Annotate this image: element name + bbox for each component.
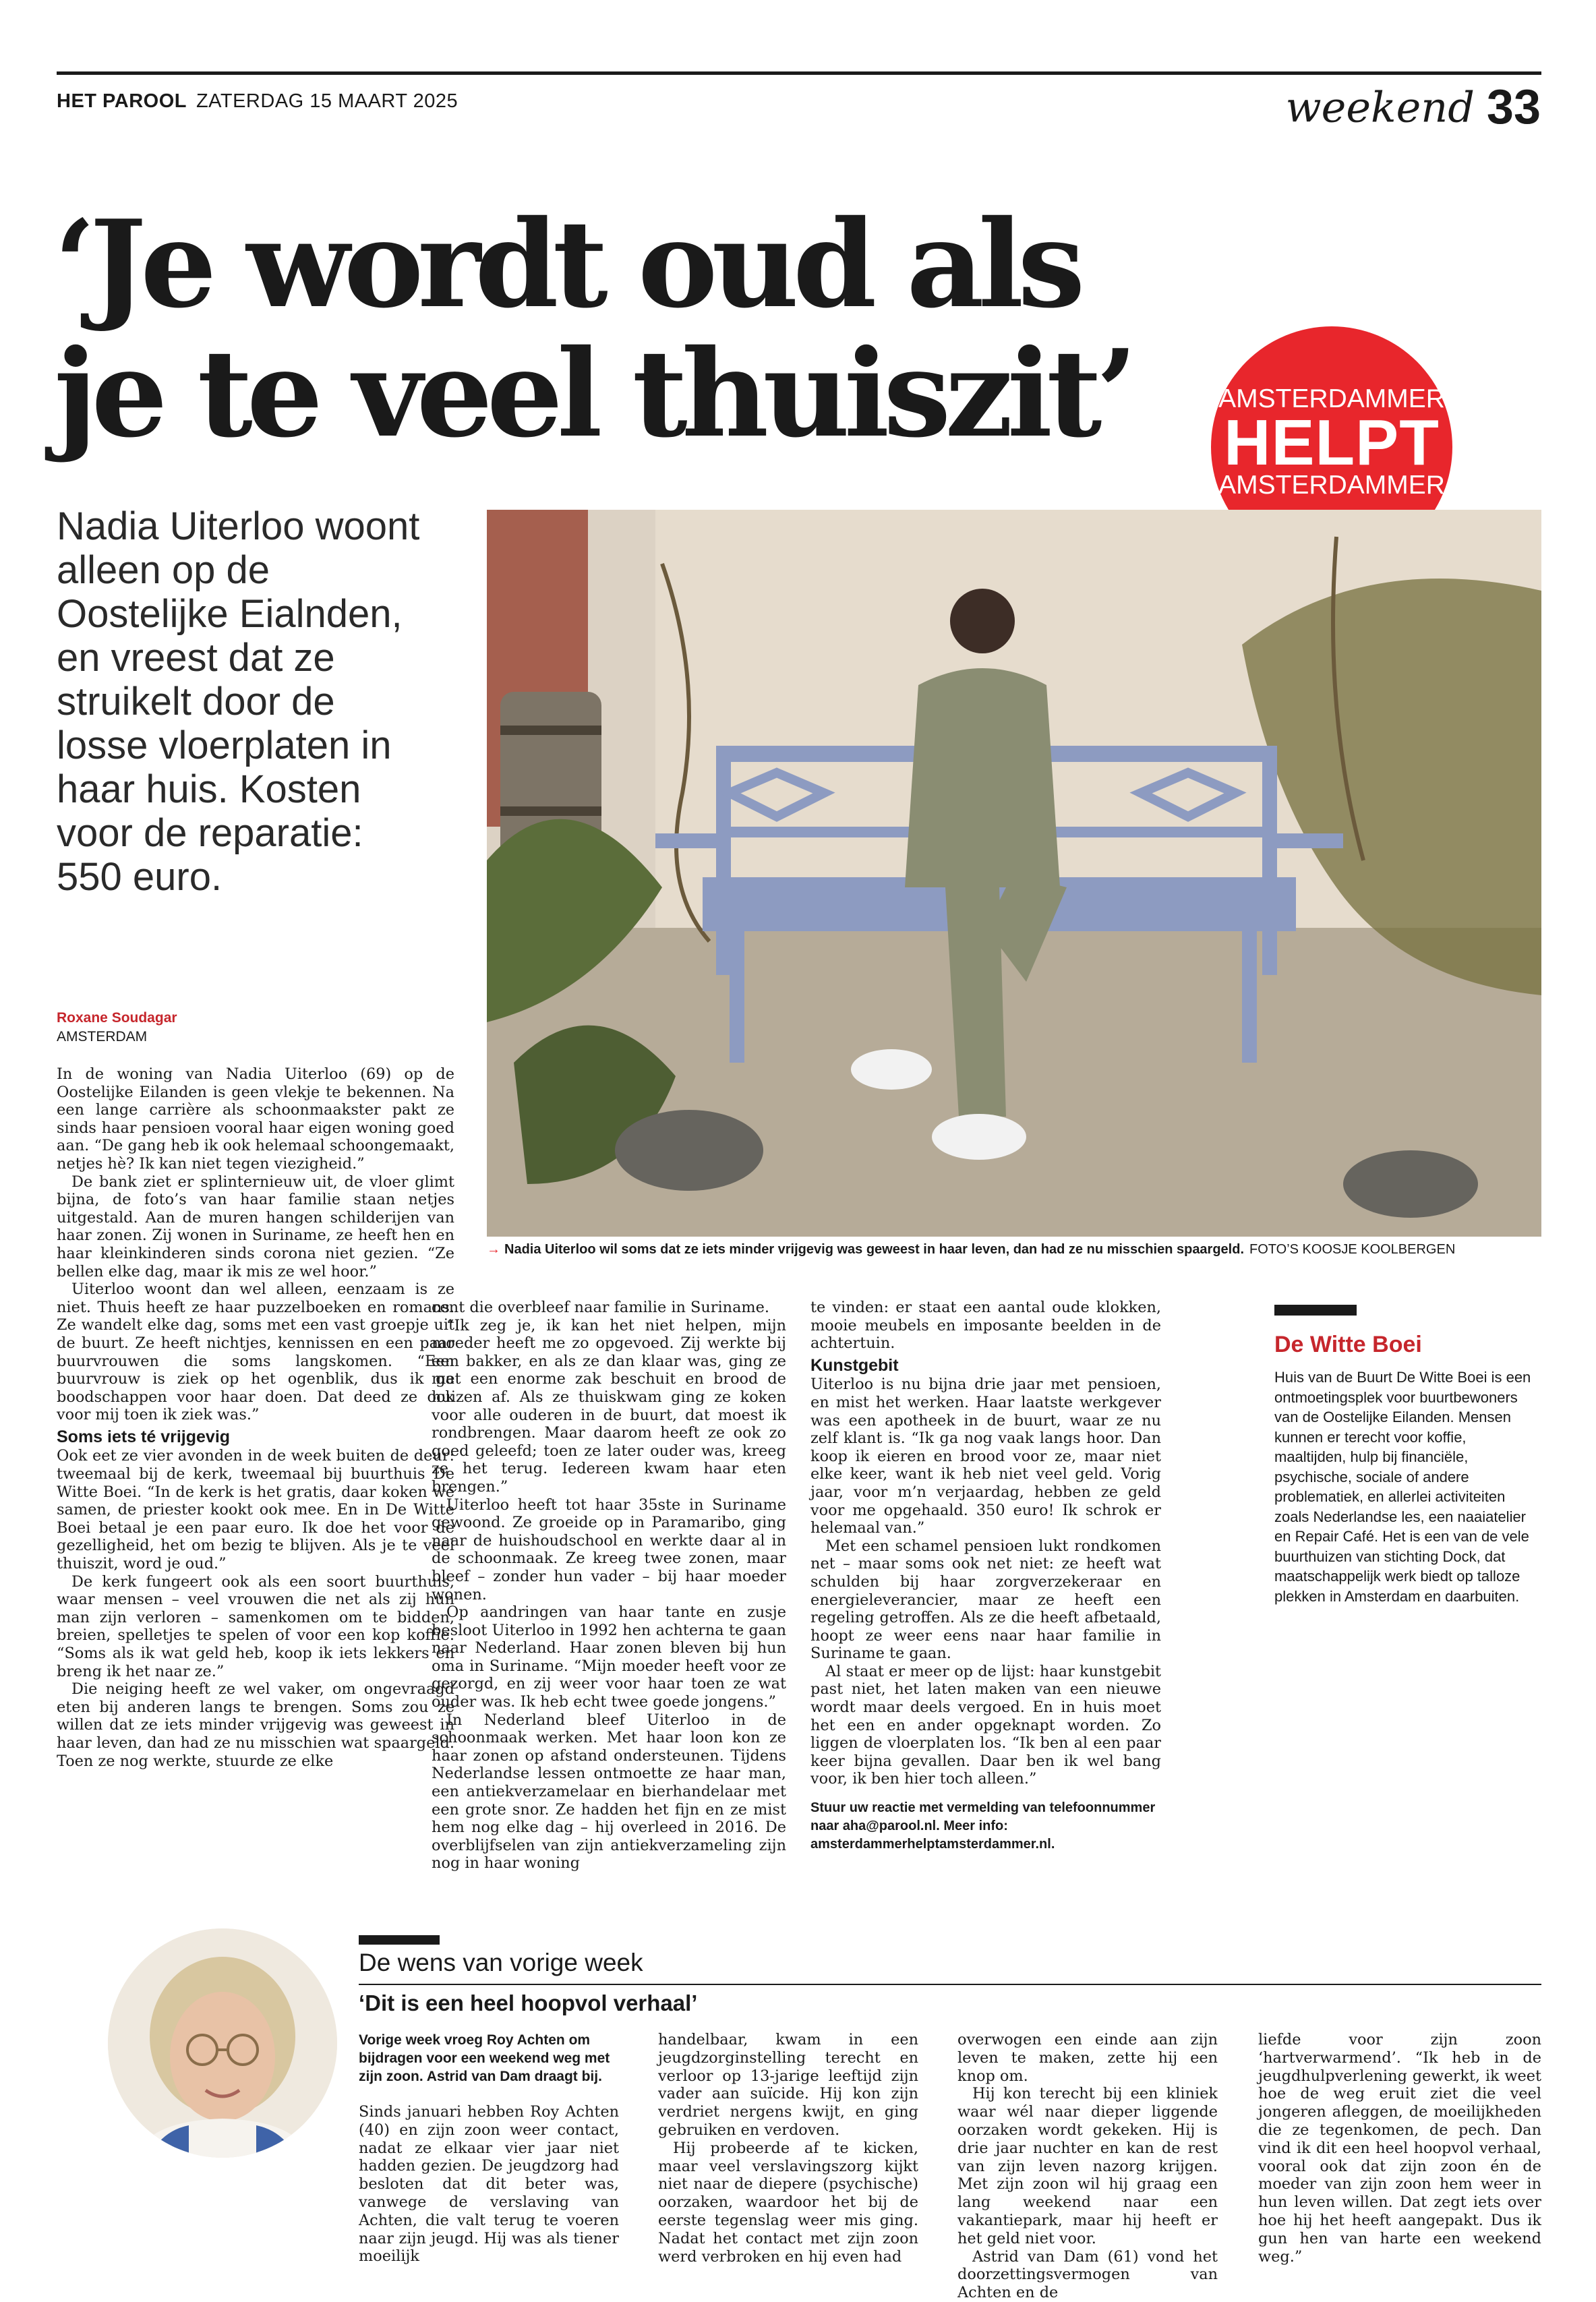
article-paragraph: “Ik zeg je, ik kan het niet helpen, mijn moeder heeft me zo opgevoed. Zij werkte bij een bakker, en als ze dan klaar was, ging ze met een enorme zak beschuit en brood de huizen af. Als ze thuiskwam ging ze koken voor alle ouderen in de buurt, dat moest ik rondbrengen. Maar daarom heeft ze ook zo goed geleefd; toen ze later ouder was, kreeg ze het terug. Iedereen kwam haar eten brengen.” xyxy=(432,1316,786,1496)
article-paragraph: Uiterloo heeft tot haar 35ste in Suriname gewoond. Ze groeide op in Paramaribo, ging naar de huishoudschool en werkte daar al in de schoonmaak. Ze kreeg twee zonen, maar bleef – zonder hun vader – bij haar moeder wonen. xyxy=(432,1496,786,1603)
section-label xyxy=(1286,80,1541,135)
sidebar-bar xyxy=(1274,1305,1357,1316)
sidebar-box xyxy=(1274,1305,1541,1606)
article-paragraph: te vinden: er staat een aantal oude klokken, mooie meubels en imposante beelden in de achtertuin. xyxy=(810,1299,1161,1353)
top-rule xyxy=(57,71,1541,75)
paper-name: HET PAROOL xyxy=(57,90,187,112)
wens-paragraph: overwogen een einde aan zijn leven te maken, zette hij een knop om. xyxy=(957,2031,1218,2085)
wens-column-4 xyxy=(1258,2031,1541,2266)
wens-column-2 xyxy=(658,2031,918,2266)
wens-lead: Vorige week vroeg Roy Achten om bijdragen voor een weekend weg met zijn zoon. Astrid van Dam draagt bij. xyxy=(359,2032,610,2084)
wens-column-1 xyxy=(359,2031,619,2266)
issue-date: ZATERDAG 15 MAART 2025 xyxy=(196,90,459,112)
badge-line-3: AMSTERDAMMER xyxy=(1218,471,1445,500)
sidebar-text: Huis van de Buurt De Witte Boei is een ontmoetingsplek voor buurtbewoners van de Oostelijke Eilanden. Mensen kunnen er terecht voor koffie, maaltijden, hulp bij financiële, psychische, sociale of andere problematiek, en allerlei activiteiten zoals Nederlandse les, een naaiatelier en Repair Café. Het is een van de vele buurthuizen van stichting Dock, dat maatschappelijk werk biedt op talloze plekken in Amsterdam en daarbuiten. xyxy=(1274,1369,1531,1605)
portrait-illustration xyxy=(108,1928,337,2158)
caption-text: Nadia Uiterloo wil soms dat ze iets minder vrijgevig was geweest in haar leven, dan had ze nu misschien spaargeld. xyxy=(504,1242,1245,1257)
article-paragraph: Uiterloo woont dan wel alleen, eenzaam is ze niet. Thuis heeft ze haar puzzelboeken en romans. Ze wandelt elke dag, soms met een vast groepje uit de buurt. Ze heeft nichtjes, kennissen en een paar buurvrouwen die soms langskomen. “Een buurvrouw is ziek op het ogenblik, dus ik ga boodschappen voor haar doen. Dat deed ze ook voor mij toen ik ziek was.” xyxy=(57,1280,454,1424)
article-column-2 xyxy=(432,1299,786,1872)
article-paragraph: cent die overbleef naar familie in Suriname. xyxy=(432,1299,770,1316)
wens-paragraph: Astrid van Dam (61) vond het doorzettingsvermogen van Achten en de xyxy=(957,2247,1218,2302)
article-paragraph: In de woning van Nadia Uiterloo (69) op de Oostelijke Eilanden is geen vlekje te bekennen. Na een lange carrière als schoonmaakster pakt ze sinds haar pensioen vooral haar eigen woning goed aan. “De gang heb ik ook helemaal schoongemaakt, netjes hè? Ik kan niet tegen viezigheid.” xyxy=(57,1065,454,1173)
wens-subtitle: ‘Dit is een heel hoopvol verhaal’ xyxy=(359,1990,698,2015)
article-column-3 xyxy=(810,1299,1161,1854)
article-subheading: Kunstgebit xyxy=(810,1355,899,1375)
wens-title: De wens van vorige week xyxy=(359,1949,643,1976)
article-paragraph: Op aandringen van haar tante en zusje besloot Uiterloo in 1992 hen achterna te gaan naar Nederland. Haar zonen bleven bij hun oma in Suriname. “Mijn moeder heeft voor ze gezorgd, en zij weer voor haar toen ze wat ouder was. Ik heb echt twee goede jongens.” xyxy=(432,1603,786,1711)
author-name: Roxane Soudagar xyxy=(57,1010,177,1026)
contact-note: Stuur uw reactie met vermelding van telefoonnummer naar aha@parool.nl. Meer info: amsterdammerhelptamsterdammer.nl. xyxy=(810,1800,1156,1852)
sidebar-title: De Witte Boei xyxy=(1274,1332,1422,1357)
headline xyxy=(54,194,1200,464)
main-photo xyxy=(487,510,1541,1237)
wens-paragraph: liefde voor zijn zoon ‘hartverwarmend’. “Ik heb in de jeugdhulpverlening gewerkt, ik weet hoe de weg eruit ziet die veel jongeren afleggen, de moeilijkheden die ze tegenkomen, de pech. Dan vind ik dit een heel hoopvol verhaal, vooral ook dat zijn zoon én de moeder van zijn zoon hem weer in hun leven willen. Dat zegt iets over hoe hij het heeft aangepakt. Dus ik gun hen van harte een weekend weg.” xyxy=(1258,2031,1541,2266)
article-paragraph: Al staat er meer op de lijst: haar kunstgebit past niet, het laten maken van een nieuwe wordt maar deels vergoed. En in huis moet het een en ander opgeknapt worden. Zo liggen de vloerplaten los. “Ik ben al een paar keer bijna gevallen. Daar ben ik wel bang voor, ik ben hier toch alleen.” xyxy=(810,1662,1161,1788)
section-name: weekend xyxy=(1285,82,1475,132)
article-paragraph: Ook eet ze vier avonden in de week buiten de deur: tweemaal bij de kerk, tweemaal bij buurthuis De Witte Boei. “In de kerk is het gratis, daar koken we samen, de priester kookt ook mee. En in De Witte Boei betaal je een paar euro. Ik doe het voor de gezelligheid, het om bezig te blijven. Als je te veel thuiszit, word je oud.” xyxy=(57,1447,454,1573)
intro-text: Nadia Uiterloo woont alleen op de Oostelijke Eialnden, en vreest dat ze struikelt door de losse vloerplaten in haar huis. Kosten voor de reparatie: 550 euro. xyxy=(57,504,420,899)
badge-line-1: AMSTERDAMMER xyxy=(1218,384,1445,413)
photo-caption xyxy=(487,1242,1541,1258)
article-paragraph: De bank ziet er splinternieuw uit, de vloer glimt bijna, de foto’s van haar familie staan netjes uitgestald. Aan de muren hangen schilderijen van haar zonen. Zij wonen in Suriname, ze heeft hen en haar kleinkinderen sinds corona niet gezien. “Ze bellen elke dag, maar ik mis ze wel hoor.” xyxy=(57,1173,454,1280)
article-subheading: Soms iets té vrijgevig xyxy=(57,1427,231,1446)
article-paragraph: Uiterloo is nu bijna drie jaar met pensioen, en mist het werken. Haar laatste werkgever was een apotheek in de buurt, waar ze nu zelf klant is. “Ik ga nog vaak langs hoor. Dan koop ik eieren en brood voor ze, maar niet elke keer, want ik heb niet veel geld. Vorig jaar, voor m’n verjaardag, hebben ze geld voor me opgehaald. 350 euro! Ik schrok er helemaal van.” xyxy=(810,1376,1161,1537)
article-paragraph: De kerk fungeert ook als een soort buurthuis, waar mensen – veel vrouwen die net als zij hun man zijn verloren – samenkomen om te bidden, breien, spelletjes te spelen of voor een kop koffie. “Soms als ik wat geld heb, koop ik iets lekkers en breng ik het naar ze.” xyxy=(57,1572,454,1680)
wens-paragraph: Sinds januari hebben Roy Achten (40) en zijn zoon weer contact, nadat ze elkaar vier jaar niet hadden gezien. De jeugdzorg had besloten dat dit beter was, vanwege de verslaving van Achten, die valt terug te voeren naar zijn jeugd. Hij was als tiener moeilijk xyxy=(359,2103,619,2266)
wens-rule xyxy=(359,1984,1541,1985)
wens-paragraph: Hij probeerde af te kicken, maar veel verslavingszorg kijkt niet naar de diepere (psychische) oorzaken, waardoor het bij de eerste tegenslag weer mis ging. Nadat het contact met zijn zoon werd verbroken en hij even had xyxy=(658,2139,918,2266)
wens-column-3 xyxy=(957,2031,1218,2302)
wens-bar xyxy=(359,1935,440,1945)
arrow-right-icon: → xyxy=(487,1242,500,1257)
wens-paragraph: handelbaar, kwam in een jeugdzorginstelling terecht en verloor op 13-jarige leeftijd zijn vader aan suïcide. Hij kon zijn verdriet nergens kwijt, en ging gebruiken en verdoven. xyxy=(658,2031,918,2139)
headline-line-1: ‘Je wordt oud als xyxy=(54,194,1080,334)
article-paragraph: Die neiging heeft ze wel vaker, om ongevraagd eten bij anderen langs te brengen. Soms zou ze willen dat ze iets minder vrijgevig was geweest in haar leven, dan had ze nu misschien wat spaargeld. Toen ze nog werkte, stuurde ze elke xyxy=(57,1680,454,1770)
photo-illustration xyxy=(487,510,1541,1237)
article-paragraph: Met een schamel pensioen lukt rondkomen net – maar soms ook net niet: ze heeft wat schulden bij haar zorgverzekeraar en energieleverancier, maar ze heeft een regeling getroffen. Als ze die heeft afbetaald, hoopt ze weer eens naar haar familie in Suriname te gaan. xyxy=(810,1537,1161,1663)
page-header xyxy=(57,90,458,113)
article-column-1 xyxy=(57,1065,454,1770)
byline xyxy=(57,1009,177,1046)
article-paragraph: In Nederland bleef Uiterloo in de schoonmaak werken. Met haar loon kon ze haar zonen op afstand ondersteunen. Tijdens Nederlandse lessen ontmoette ze haar man, een antiekverzamelaar en bierhandelaar met een grote snor. Ze hadden het fijn en ze mist hem nog elke dag – hij overleed in 2016. De overblijfselen van zijn antiekverzameling zijn nog in haar woning xyxy=(432,1711,786,1872)
page-number: 33 xyxy=(1486,80,1541,134)
portrait-photo xyxy=(108,1928,337,2158)
byline-location: AMSTERDAM xyxy=(57,1029,148,1044)
badge-line-2: HELPT xyxy=(1224,407,1440,479)
wens-paragraph: Hij kon terecht bij een kliniek waar wél naar dieper liggende oorzaken wordt gekeken. Hij is drie jaar nuchter en kan de rest van zijn leven nazorg krijgen. Met zijn zoon wil hij graag een lang weekend naar een vakantiepark, maar hij heeft er het geld niet voor. xyxy=(957,2085,1218,2247)
photo-credit: FOTO’S KOOSJE KOOLBERGEN xyxy=(1249,1242,1456,1257)
headline-line-2: je te veel thuiszit’ xyxy=(54,323,1132,464)
